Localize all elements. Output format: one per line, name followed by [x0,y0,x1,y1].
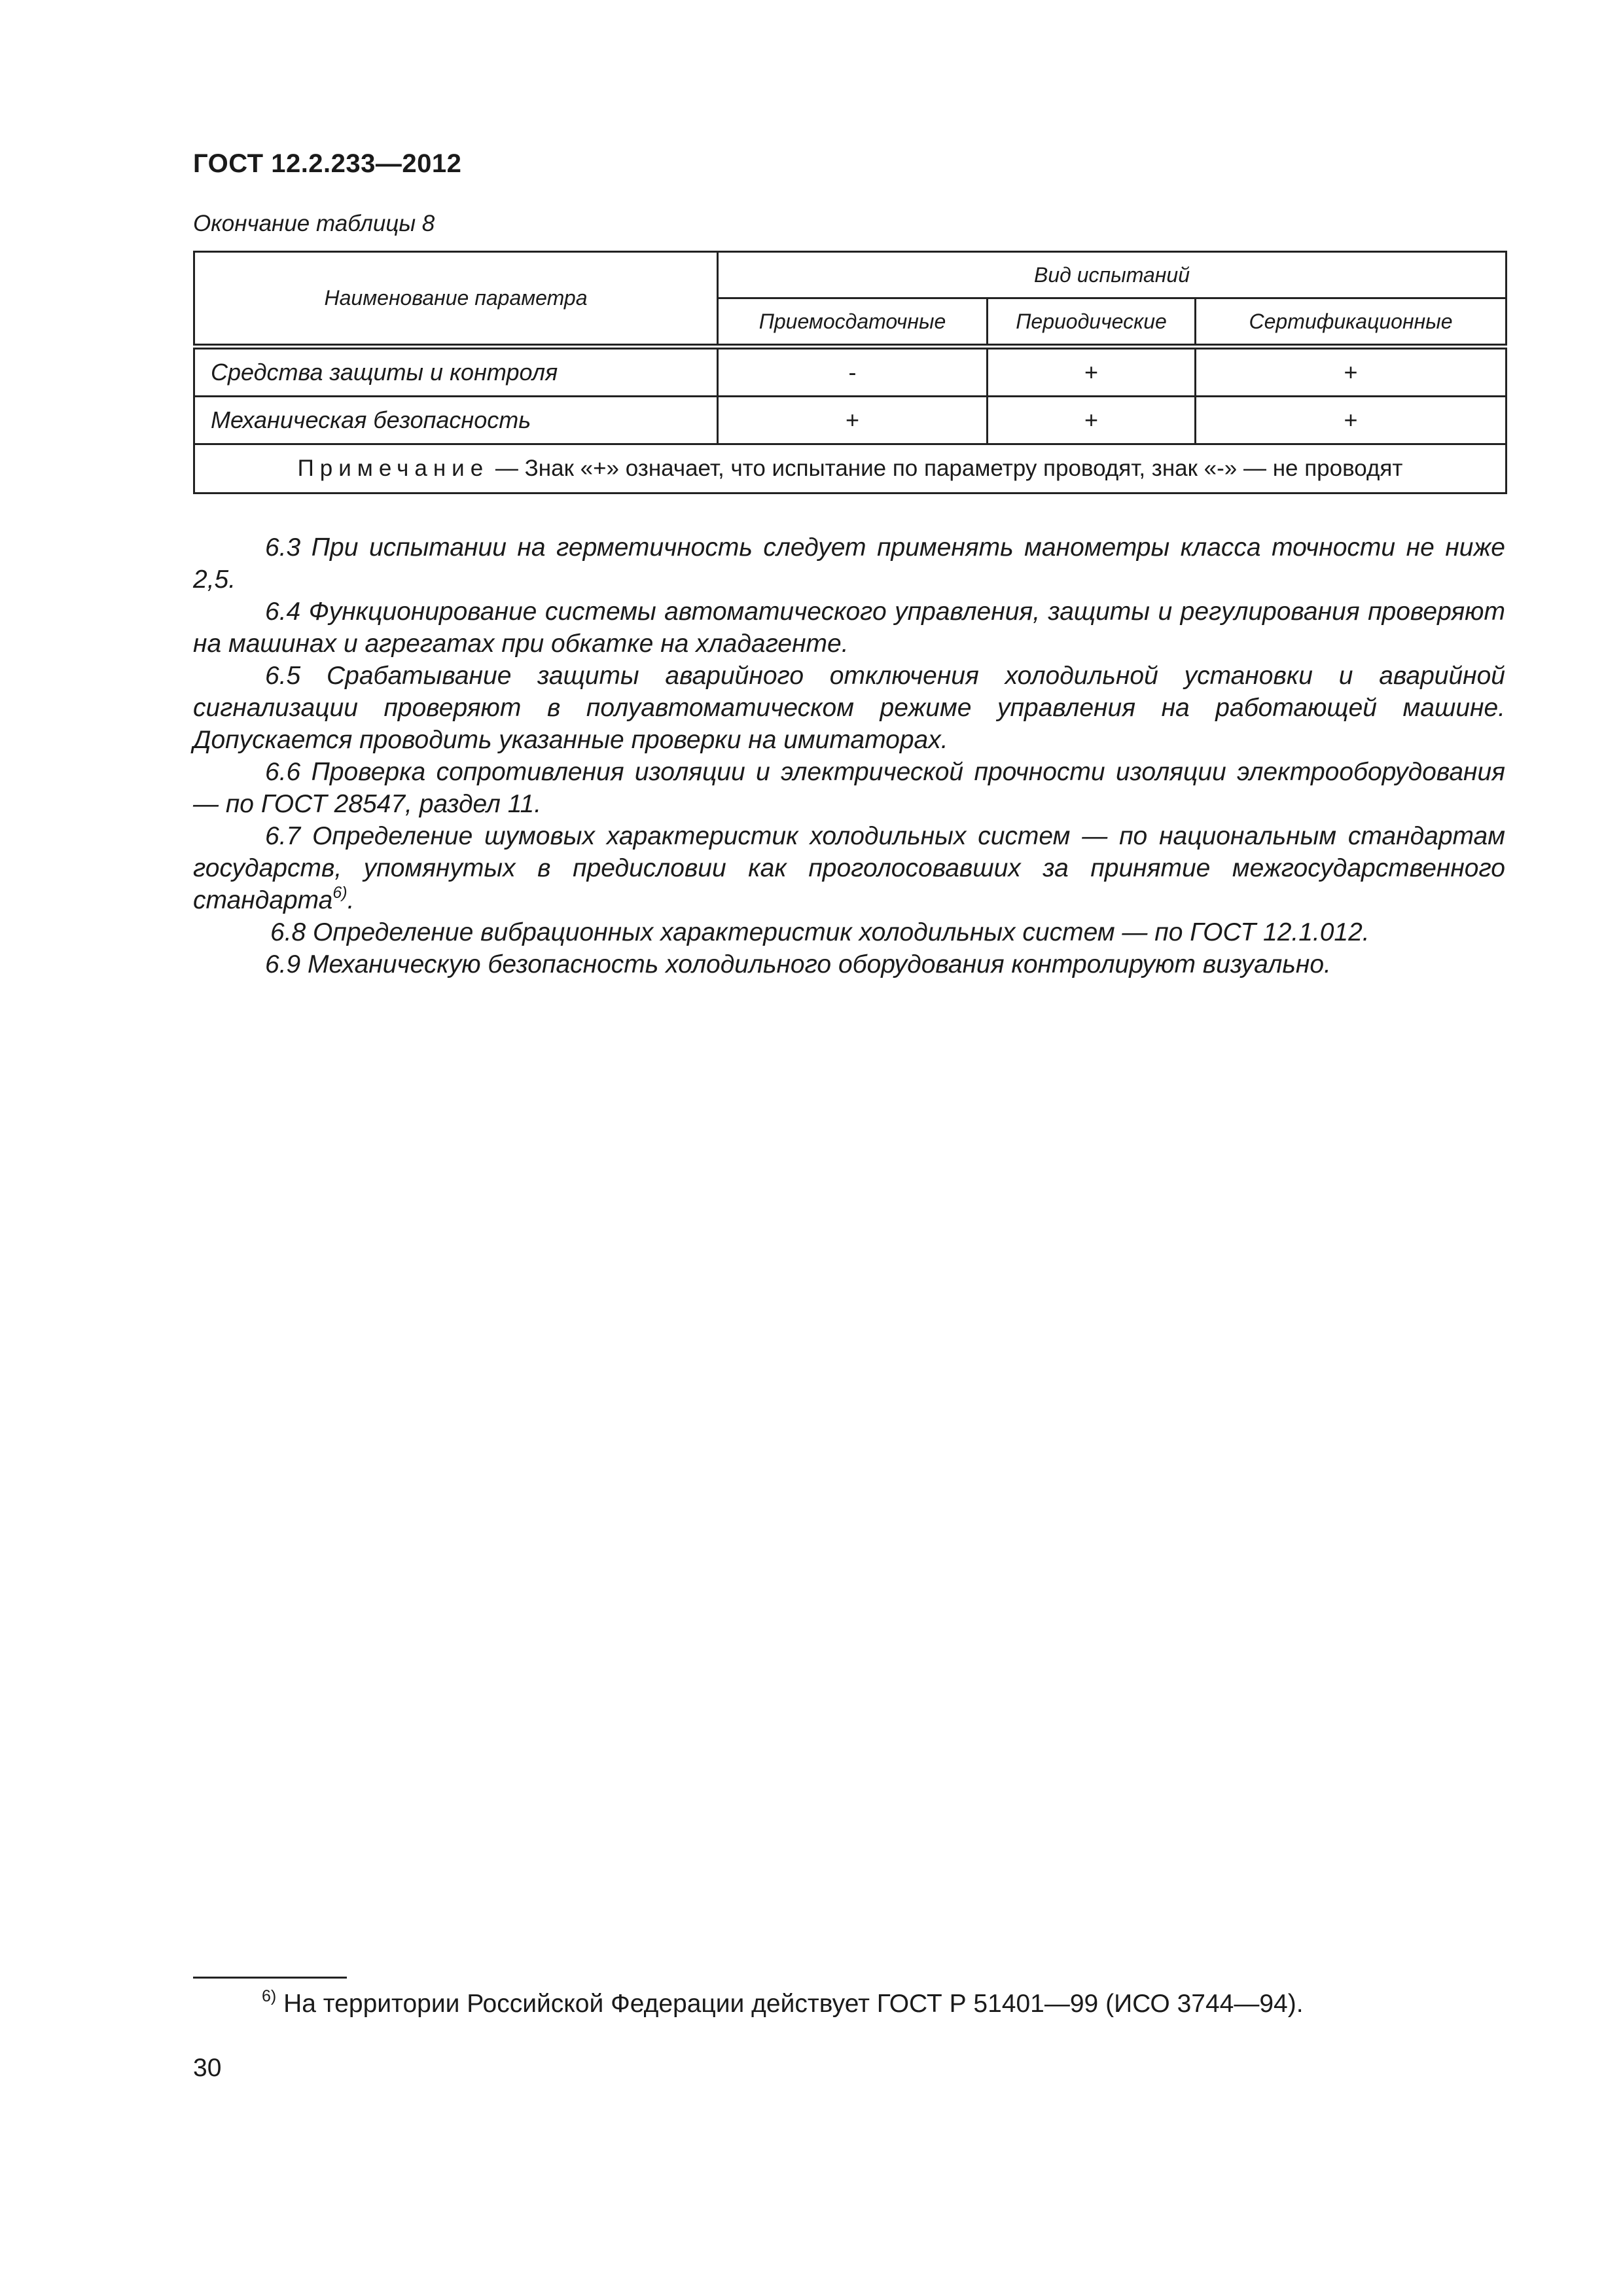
footnote-marker: 6) [262,1987,277,2005]
footnote-reference[interactable]: 6) [332,884,348,902]
cell-certification: + [1196,347,1507,397]
column-header-acceptance: Приемосдаточные [718,298,988,347]
column-header-certification: Сертификационные [1196,298,1507,347]
row-parameter-name: Механическая безопасность [194,397,718,444]
cell-periodic: + [988,397,1196,444]
table-header-row [194,252,1507,298]
table-note-row [194,444,1507,493]
paragraph-6-8: 6.8 Определение вибрационных характеристик холодильных систем — по ГОСТ 12.1.012. [270,918,1370,946]
note-text: — Знак «+» означает, что испытание по параметру проводят, знак «-» — не проводят [489,456,1403,481]
cell-acceptance: + [718,397,988,444]
footnote-separator [193,1977,347,1979]
table-row [194,347,1507,397]
document-code-header: ГОСТ 12.2.233—2012 [193,149,462,178]
paragraph-6-6: 6.6 Проверка сопротивления изоляции и электрической прочности изоляции электрооборудования — по ГОСТ 28547, раздел 11. [193,758,1505,818]
paragraph-6-7 [193,820,1505,916]
cell-acceptance: - [718,347,988,397]
paragraph-6-5: 6.5 Срабатывание защиты аварийного отключения холодильной установки и аварийной сигнализации проверяют в полуавтоматическом режиме управления на работающей машине. Допускается проводить указанные проверки на имитаторах. [193,662,1505,754]
table-row [194,397,1507,444]
note-label: Примечание [297,456,490,481]
column-header-periodic: Периодические [988,298,1196,347]
row-parameter-name: Средства защиты и контроля [194,347,718,397]
section-body [193,531,1505,980]
paragraph-6-4: 6.4 Функционирование системы автоматического управления, защиты и регулирования проверяют на машинах и агрегатах при обкатке на хладагенте. [193,598,1505,658]
parameter-name-header: Наименование параметра [194,252,718,347]
table-caption: Окончание таблицы 8 [193,211,435,236]
footnote-text: На территории Российской Федерации действует ГОСТ Р 51401—99 (ИСО 3744—94). [276,1990,1304,2018]
test-types-table [193,251,1507,494]
paragraph-6-9: 6.9 Механическую безопасность холодильного оборудования контролируют визуально. [265,950,1331,978]
cell-certification: + [1196,397,1507,444]
test-type-group-header: Вид испытаний [718,252,1507,298]
paragraph-6-3: 6.3 При испытании на герметичность следует применять манометры класса точности не ниже 2,5. [193,533,1505,594]
page-number: 30 [193,2054,222,2082]
cell-periodic: + [988,347,1196,397]
paragraph-6-7-end: . [347,886,355,914]
table-note [194,444,1507,493]
paragraph-6-7-text: 6.7 Определение шумовых характеристик холодильных систем — по национальным стандартам государств, упомянутых в предисловии как проголосовавших за принятие межгосударственного стандарта [193,822,1505,914]
footnote [262,1987,1304,2018]
